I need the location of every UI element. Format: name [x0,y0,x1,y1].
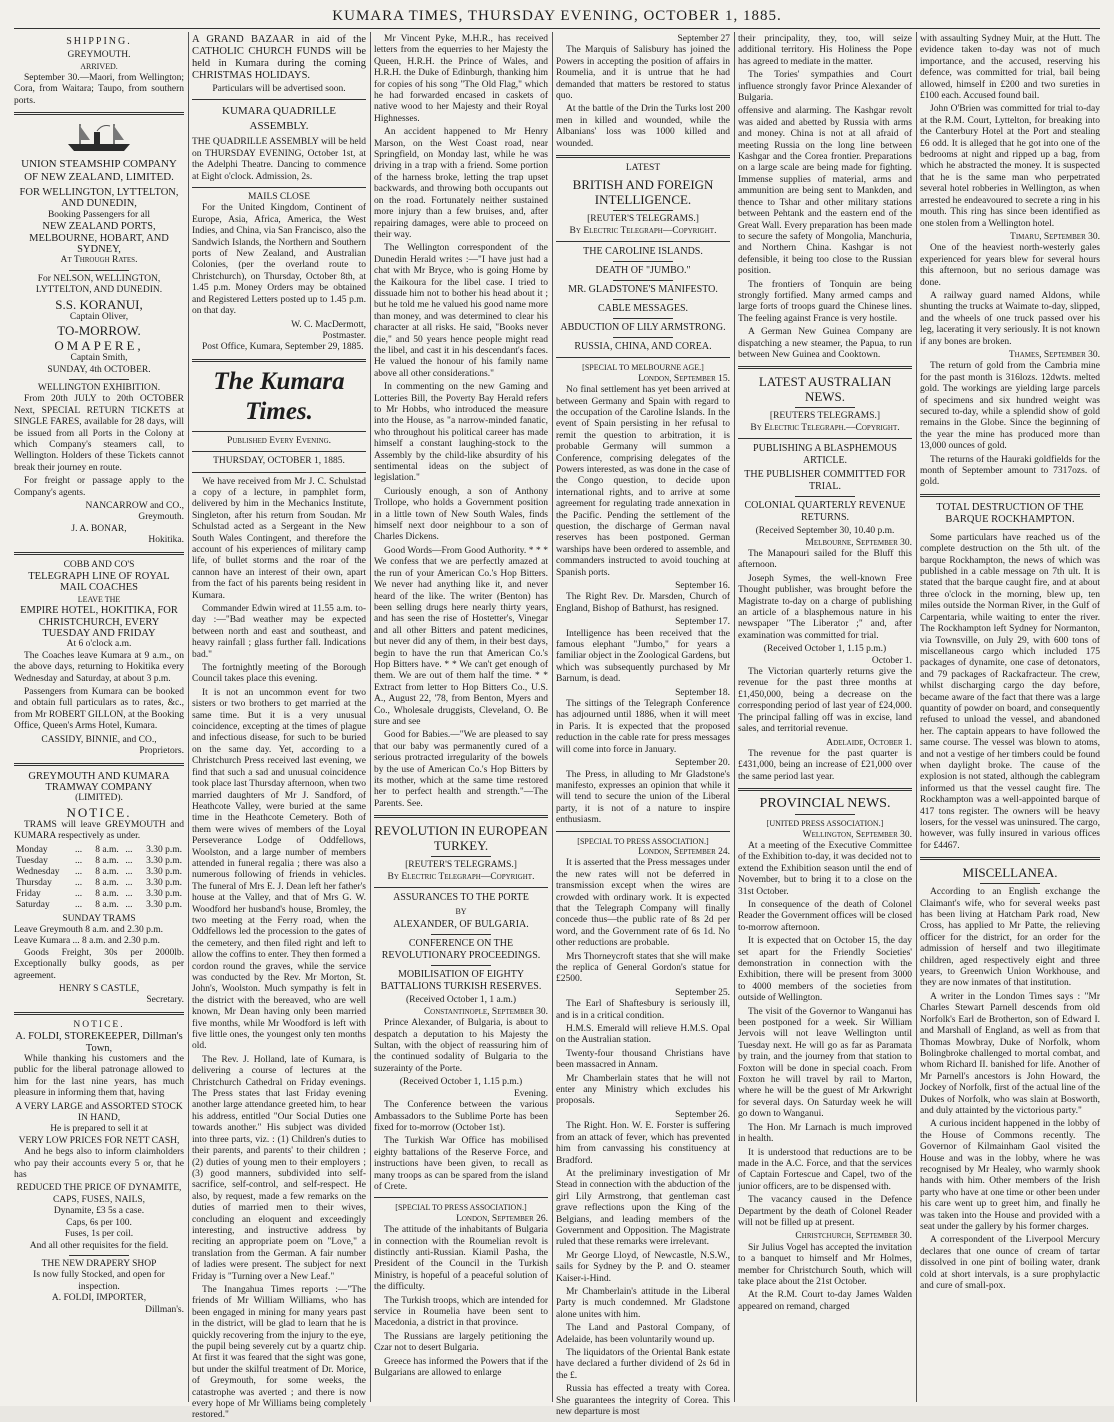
column-2 [192,34,366,1421]
article-paragraph: The frontiers of Tonquin are being strongly fortified. Many armed camps and large forts of troops guard the Chinese lines. The feeling against France is very hostile. [738,279,912,324]
article-paragraph: The Conference between the various Ambassadors to the Sublime Porte has been fixed for to-morrow (October 1st). [374,1100,548,1133]
usc-heading: UNION STEAMSHIP COMPANY OF NEW ZEALAND, LIMITED. [21,158,177,184]
sunday-times: Leave Kumara ... 8 a.m. and 2.30 p.m. [14,936,160,947]
drapery-text: Is now fully Stocked, and open for inspection. [33,1270,165,1292]
bonar-name: J. A. BONAR, [71,523,127,534]
foldi-requisites: And all other requisites for the field. [29,1240,169,1251]
divider [374,887,548,888]
revolution-subhead: ALEXANDER, OF BULGARIA. [393,919,529,931]
dateline: Evening. [513,1088,548,1099]
article-paragraph: The Land and Pastoral Company, of Adelaide, has been voluntarily wound up. [556,1323,730,1345]
dateline: Wellington, September 30. [802,829,912,840]
article-paragraph: Russia has effected a treaty with Corea. She guarantees the integrity of Corea. This new departure is most [556,1384,730,1418]
usc-booking: Booking Passengers for all [47,209,151,220]
divider [431,934,491,935]
column-rule [188,32,189,1402]
dateline: London, September 24. [638,846,730,857]
article-paragraph: The revenue for the past quarter is £431,000, being an increase of £21,000 over the same period last year. [738,748,912,782]
article-paragraph: The returns of the Hauraki goldfields for the month of September amount to 7317ozs. of gold. [920,454,1100,488]
column-3 [374,34,548,1398]
divider [69,270,129,271]
usc-ports: NEW ZEALAND PORTS, MELBOURNE, HOBART, AND SYDNEY, [29,221,169,256]
foldi-location: Dillman's. [145,1304,184,1315]
article-paragraph: It is expected that on October 15, the day set apart for the Friendly Societies' demonstration in connection with the Exhibition, there will be present from 3000 to 4000 members of the societies from outside of Wellington. [738,936,912,1004]
article-paragraph: The return of gold from the Cambria mine for the past month is 316lozs. 12dwts. melted gold. The workings are yielding large parcels of specimens and six hundred weight was secured to-day, while a splendid show of gold remains in the Globe. Since the beginning of the year the mine has produced more than 13,000 ounces of gold. [920,361,1100,452]
article-paragraph: A German New Guinea Company are dispatching a new steamer, the Papua, to run between New Guinea and Cooktown. [738,327,912,360]
usc-for: FOR WELLINGTON, LYTTELTON, AND DUNEDIN, [19,187,179,210]
quadrille-heading: KUMARA QUADRILLE ASSEMBLY. [222,105,336,133]
article-paragraph: The Marquis of Salisbury has joined the Powers in accepting the position of affairs in Roumelia, and it is untrue that he had demanded that matters be restored to status quo. [556,45,730,102]
masthead: KUMARA TIMES, THURSDAY EVENING, OCTOBER 1, 1885. [332,8,782,24]
special-label: [UNITED PRESS ASSOCIATION.] [766,819,884,829]
latest-australian-heading: LATEST AUSTRALIAN NEWS. [758,374,892,405]
bonar-location: Hokitika. [148,535,184,546]
reuter-label: [REUTER'S TELEGRAMS.] [405,860,517,871]
article-paragraph: The Press, in alluding to Mr Gladstone's manifesto, expresses an opinion that while it will tend to secure the union of the Liberal party, it is not of a nature to inspire enthusiasm. [556,769,730,826]
divider [192,359,366,362]
article-paragraph: An accident happened to Mr Henry Marson, on the West Coast road, near Springfield, on Monday last, while he was driving in a trap with a friend. Some portion of the harness broke, letting the trap upset backwards, and throwing both occupants out on the road. Fortunately neither sustained more injury than a few bruises, and, after repairing damages, were able to proceed on their way. [374,127,548,240]
article-paragraph: At the R.M. Court to-day James Walden appeared on remand, charged [738,1290,912,1312]
article-paragraph: Twenty-four thousand Christians have been massacred in Annam. [556,1048,730,1071]
tram-timetable-cell: Tuesday [16,855,48,866]
divider [374,1197,548,1198]
tram-timetable-cell: 3.30 p.m. [146,899,182,910]
cobb-text: Passengers from Kumara can be booked and obtain full particulars as to rates, &c., from Mr ROBERT GILLON, at the Booking Office, Queen's Arms Hotel, Kumara. [14,687,184,732]
foldi-sell: He is prepared to sell it at [50,1124,148,1135]
tram-timetable-cell: ... [125,877,133,888]
article-paragraph: It is understood that reductions are to be made in the A.C. Force, and that the services of Captain Fortescue and Capel, two of the junior officers, are to be dispensed with. [738,1147,912,1192]
tram-timetable-row [14,867,184,878]
news-subhead: MR. GLADSTONE'S MANIFESTO. [568,284,718,296]
article-paragraph: A writer in the London Times says : "Mr Charles Stewart Parnell descends from old Norfolk's Earl de Brotherton, son of Edward I. and Marshall of England, as well as from that Thomas Mowbray, Duke of Norfolk, whom Bolingbroke challenged to mortal combat, and whom Richard II. banished for life. Another of Mr Parnell's ancestors is John Howard, the Jockey of Norfolk, first of the actual line of the Dukes of Norfolk, who was slain at Bosworth, and duly attainted by the victorious party." [920,991,1100,1116]
dateline: October 1. [871,655,912,666]
tram-timetable-cell: ... [74,888,83,899]
article-paragraph: No final settlement has yet been arrived at between Germany and Spain with regard to the occupation of the Caroline Islands. In the event of Spain persisting in her refusal to remit the question to arbitration, it is probable Germany will summon a Conference, comprising delegates of the Powers interested, as was done in the case of the Congo question, to decide upon international rights, and to arrive at some agreement for regulating trade annexation in the Pacific. Pending the settlement of the question, the discharge of German naval reserves has been postponed. German warships have been ordered to assemble, and commanders instructed to avoid touching at Spanish ports. [556,385,730,578]
tram-timetable-cell: 3.30 p.m. [146,877,182,888]
tram-timetable-cell: Friday [16,888,41,899]
article-paragraph: Good for Babies.—"We are pleased to say that our baby was permanently cured of a serious protracted irregularity of the bowels by the use of American Co.'s Hop Bitters by its mother, which at the same time restored her to perfect health and strength."—The Parents. See. [374,730,548,809]
tram-timetable-cell: 3.30 p.m. [146,888,182,899]
article-paragraph: At a meeting of the Executive Committee of the Exhibition to-day, it was decided not to extend the Exhibition season until the end of November, but to bring it to a close on the 31st October. [738,840,912,897]
mails-office: Post Office, Kumara, September 29, 1885. [202,342,364,353]
news-subhead: PUBLISHING A BLASPHEMOUS ARTICLE. [753,443,897,467]
divider [556,357,730,358]
mails-text: For the United Kingdom, Continent of Europe, Asia, Africa, America, the West Indies, and China, via San Francisco, also the Sandwich Islands, the Northern and Southern ports of New Zealand, and Australian Colonies, (per the overland route to Christchurch), on Thursday, October 8th, at 1.45 p.m. Money Orders may be obtained and Registered Letters posted up to 1.45 p.m. on that day. [192,203,366,317]
article-paragraph: It is not an uncommon event for two sisters or two brothers to get married at the same time. But it is a very unusual coincidence, excepting at the times of plague and infectious disease, for such to be buried on the same day. Yet, according to a Christchurch Press received last evening, we find that such a sad and unusual coincidence took place last Thursday afternoon, when two married daughters of Mr J. Sandford, of Heathcote Valley, were buried at the same time in the Heathcote Cemetery. Both of them were wives of members of the Loyal Perseverance Lodge of Oddfellows, Woolston, and a large number of members attended in funeral regalia ; there was also a numerous following of friends in vehicles. The funeral of Mrs E. J. Dean left her father's house at the Valley, and that of Mrs G. W. Woodford her husband's house, Bromley, the two meeting at the Ferry road, when the Oddfellows led the procession to the gates of the cemetery, and then filed right and left to allow the coffins to enter. They then formed a cordon round the graves, while the service was conducted by the Rev. Mr Morton, St. John's, Woolston. Much sympathy is felt in the district with the bereaved, who are well known, Mr Dean having only been married five months, while Mr Woodford is left with five little ones, the youngest only ten months old. [192,687,366,1052]
column-5 [738,34,912,1398]
article-paragraph: The Victorian quarterly returns give the revenue for the past three months at £1,450,000, being a decrease on the corresponding period of last year of £24,000. The principal falling off was in excise, land sales, and territorial revenue. [738,667,912,735]
divider [738,438,912,439]
article-paragraph: A curious incident happened in the lobby of the House of Commons recently. The Governor of Kilmainham Gaol visited the House and was in the lobby, where he was recognised by Mr Healey, who warmly shook hands with him. Other members of the Irish party who have at one time or other been under his care went up to greet him, and finally he was taken into the House and provided with a seat under the gallery by his former charges. [920,1119,1100,1232]
goods-text: Goods Freight, 30s per 2000lb. Exceptionally bulky goods, as per agreement. [14,947,184,981]
tram-timetable-row [14,900,184,911]
tram-timetable-cell: 8 a.m. [95,866,119,877]
news-subhead: CABLE MESSAGES. [597,303,688,315]
masthead-rule [14,28,1100,29]
tram-timetable-cell: ... [74,844,83,855]
news-subhead: THE PUBLISHER COMMITTED FOR TRIAL. [744,469,906,493]
divider [14,763,184,766]
tram-timetable-cell: ... [125,866,133,877]
article-paragraph: The Manapouri sailed for the Bluff this afternoon. [738,549,912,571]
copyright-label: By Electric Telegraph—Copyright. [569,225,717,236]
column-rule [370,32,371,1402]
exhibition-heading: WELLINGTON EXHIBITION. [37,382,161,393]
tram-timetable-cell: ... [125,844,133,855]
divider [613,318,673,319]
divider [192,472,366,473]
article-paragraph: The Wellington correspondent of the Dunedin Herald writes :—"I have just had a chat with Mr Bryce, who is going Home by the Kaikoura for the libel case. I tried to dissuade him not to bother his head about it ; but he told me he valued his good name more than money, and was determined to clear his character at all risks. He said, "Books never die," and 50 years hence people might read the libel, and cast it in his descendant's faces. He valued the honour of his family name above all other considerations." [374,243,548,379]
freight-text: For freight or passage apply to the Company's agents. [14,476,184,498]
sunday-times: Leave Greymouth 8 a.m. and 2.30 p.m. [14,924,164,935]
bazaar-note: Particulars will be advertised soon. [212,84,346,94]
divider [431,965,491,966]
article-paragraph: It is asserted that the Press messages under the new rates will not be deferred in transmission except when the wires are crowded with ordinary work. It is expected that the Telegraph Company will finally concede thus—the public rate of 8s 2d per word, and the Government rate of 6s 1d. No other reductions are probable. [556,858,730,949]
article-paragraph: The attitude of the inhabitants of Bulgaria in connection with the Roumelian revolt is distinctly anti-Russian. Kiamil Pasha, the President of the Council in the Turkish Ministry, is hopeful of a peaceful solution of the difficulty. [374,1225,548,1293]
cobb-text: The Coaches leave Kumara at 9 a.m., on the above days, returning to Hokitika every Wednesday and Saturday, at about 3 p.m. [14,650,184,684]
dateline: September 17. [675,617,730,628]
quadrille-text: THE QUADRILLE ASSEMBLY will be held on THURSDAY EVENING, October 1st, at the Adelphi Theatre. Dancing to commence at Eight o'clock. Admission, 2s. [192,137,366,182]
tram-timetable-cell: ... [125,855,133,866]
article-paragraph: Curiously enough, a son of Anthony Trollope, who holds a Government position in a little town of New South Wales, finds himself next door neighbour to a son of Charles Dickens. [374,486,548,543]
copyright-label: By Electric Telegraph—Copyright. [387,871,535,882]
article-paragraph: The Tories' sympathies and Court influence strongly favor Prince Alexander of Bulgaria. [738,70,912,104]
divider [192,451,366,452]
dateline: September 26. [675,1109,730,1120]
sailing-day: TO-MORROW. [57,323,141,339]
article-paragraph: John O'Brien was committed for trial to-day at the R.M. Court, Lyttelton, for breaking into the Canterbury Hotel at the Port and stealing £6 odd. It is alleged that he got into one of the bedrooms at night and ripped up a bag, from which he abstracted the money. It is suspected that he is the same man who perpetrated several hotel robberies in Wellington, as when arrested he endeavoured to secrete a ring in his mouth. This ring has since been identified as one stolen from a Wellington hotel. [920,104,1100,229]
sailing-day: SUNDAY, 4th OCTOBER. [47,364,151,375]
cobb-time: At 6 o'clock a.m. [66,639,132,650]
tram-text: TRAMS will leave GREYMOUTH and KUMARA respectively as under. [14,819,184,842]
article-paragraph: A railway guard named Aldons, while shunting the trucks at Waimate to-day, slipped, and the wheels of one truck passed over his leg, lacerating it very seriously. It is not known if any bones are broken. [920,290,1100,347]
column-4 [556,34,730,1418]
foldi-heading: A. FOLDI, STOREKEEPER, Dillman's Town, [15,1031,183,1054]
agents-location: Greymouth. [138,512,184,523]
received-note: (Received September 30, 10.40 p.m. [755,526,895,537]
cobb-proprietors: Proprietors. [139,746,184,757]
column-rule [734,32,735,1402]
divider [795,496,855,497]
tram-timetable-cell: ... [125,888,133,899]
article-paragraph: Intelligence has been received that the famous elephant "Jumbo," for years a familiar object in the Zoological Gardens, but which was subsequently purchased by Mr Barnum, is dead. [556,628,730,685]
sunday-heading: SUNDAY TRAMS [62,913,136,924]
dateline: September 16. [675,581,730,591]
article-paragraph: Some particulars have reached us of the complete destruction on the 5th ult. of the barque Rockhampton, the news of which was published in a cable message on 7th ult. It is stated that the barque caught fire, and at about three o'clock in the morning, blew up, ten miles outside the Norman River, in the Gulf of Carpentaria, while waiting to enter the river. The Rockhampton left Sydney for Normanton, via Townsville, on July 29, with 600 tons of miscellaneous cargo which included 175 packages of dynamite, one case of detonators, and 79 packages of Rackafracteur. The crew, whilst discharging cargo the day before, became aware of the fact that there was a large quantity of powder on board, and consequently refused to unload the vessel, and abandoned her. The captain appears to have followed the same course. The vessel was blown to atoms, and not a vestige of her timbers could be found when daylight broke. The cause of the explosion is not stated, although the cablegram informed us that the vessel caught fire. The Rockhampton was a well-appointed barque of 417 tons register. The owners will be heavy losers, for the vessel was uninsured. The cargo, however, was fully insured in various offices for £4467. [920,532,1100,851]
news-subhead: THE CAROLINE ISLANDS. [583,246,703,258]
tram-timetable-cell: 8 a.m. [95,877,119,888]
tram-limited: (LIMITED). [75,793,123,804]
tram-timetable-cell: ... [74,866,83,877]
column-rule [552,32,553,1402]
cobb-signature: CASSIDY, BINNIE, and CO., [41,734,157,745]
tram-timetable-cell: ... [125,899,133,910]
foldi-notice: NOTICE. [73,1019,125,1030]
tram-timetable-row [14,889,184,900]
article-paragraph: The Turkish War Office has mobilised eighty battalions of the Reserve Force, and instructions have been given, to recall as many troops as can be spared from the island of Crete. [374,1136,548,1192]
tram-timetable-row [14,878,184,889]
divider [613,280,673,281]
divider [192,187,366,188]
article-paragraph: Prince Alexander, of Bulgaria, is about to despatch a deputation to his Majesty the Sultan, with the object of reassuring him of the continued sodality of Bulgaria to the suzerainty of the Porte. [374,1018,548,1074]
article-paragraph: At the battle of the Drin the Turks lost 200 men in killed and wounded, while the Albanians' loss was 1000 killed and wounded. [556,104,730,149]
tram-timetable-cell: Wednesday [16,866,60,877]
paper-title: The Kumara Times. [213,367,345,425]
article-paragraph: Greece has informed the Powers that if the Bulgarians are allowed to enlarge [374,1356,548,1379]
castle-role: Secretary. [146,995,184,1006]
article-paragraph: In commenting on the new Gaming and Lotteries Bill, the Poverty Bay Herald refers to Mr Hobbs, who introduced the measure into the House, as "a narrow-minded fanatic, who throughout his political career has made himself a constant laughing-stock to the Assembly by the child-like absurdity of his sentimental ideas on the subject of legislation." [374,382,548,484]
foldi-prices: VERY LOW PRICES FOR NETT CASH, [18,1135,180,1146]
dateline: September 20. [675,758,730,769]
steamship-icon [64,120,134,154]
foldi-reduced: REDUCED THE PRICE OF DYNAMITE, CAPS, FUSES, NAILS, [16,1183,182,1205]
divider [556,831,730,832]
news-subhead: RUSSIA, CHINA, AND COREA. [574,341,712,353]
column-1 [14,34,184,1398]
news-subhead: COLONIAL QUARTERLY REVENUE RETURNS. [744,500,906,524]
provincial-heading: PROVINCIAL NEWS. [759,796,891,812]
tram-timetable-cell: 3.30 p.m. [146,855,182,866]
article-paragraph: Good Words—From Good Authority. * * * We confess that we are perfectly amazed at the run of your American Co.'s Hop Bitters. We never had anything like it, and never heard of the like. The writer (Benton) has been selling drugs here nearly thirty years, and has seen the rise of Hostetter's, Vinegar and all other Bitters and patent medicines, but never did any of them, in their best days, begin to have the run that American Co.'s Hop Bitters have. * * We can't get enough of them. We are out of them half the time. * * Extract from letter to Hop Bitters Co., U.S. A., August 22, '78, from Benton, Myers and Co., Wholesale druggists, Cleveland, O. Be sure and see [374,545,548,727]
revolution-subhead: CONFERENCE ON THE REVOLUTIONARY PROCEEDINGS. [381,938,541,962]
dateline: September 18. [675,687,730,698]
divider [920,857,1100,860]
foldi-price-item: Caps, 6s per 100. [66,1217,132,1228]
article-paragraph: Mrs Thorneycroft states that she will make the replica of General Gordon's statue for £2500. [556,951,730,985]
tram-timetable-cell: 3.30 p.m. [146,866,182,877]
article-paragraph: The visit of the Governor to Wanganui has been postponed for a week. Sir William Jervois will not leave Wellington until Tuesday next. He will go as far as Paramata by train, and the journey from that station to Foxton will be done in special coach. From Foxton he will travel by rail to Marton, where he will be the guest of Mr Arkwright for several days. On Saturday week he will go down to Wanganui. [738,1006,912,1120]
received-note: (Received October 1, 1.15 p.m.) [399,1077,523,1088]
column-rule [916,32,917,1402]
castle-name: HENRY S CASTLE, [58,983,140,994]
reuter-label: [REUTER'S TELEGRAMS.] [587,214,699,225]
article-paragraph: Sir Julius Vogel has accepted the invitation to a banquet to himself and Mr Holmes, member for Christchurch South, which will take place about the 21st October. [738,1242,912,1287]
tram-timetable-row [14,845,184,856]
drapery-heading: THE NEW DRAPERY SHOP [41,1258,157,1269]
divider [980,529,1040,530]
usc-rates: At Through Rates. [60,255,138,266]
tram-timetable-cell: 8 a.m. [95,899,119,910]
article-paragraph: At the preliminary investigation of Mr Stead in connection with the abduction of the girl Lily Armstrong, that gentleman cast grave reflections upon the King of the Belgians, and leading members of the Government and Opposition. The Magistrate ruled that these remarks were irrelevant. [556,1168,730,1248]
divider [795,814,855,815]
divider [14,1012,184,1015]
article-paragraph: offensive and alarming. The Kashgar revolt was aided and abetted by Russia with arms and money. China is not at all afraid of meeting Russia on the long line between Kashgar and the Corea frontier. Preparations on a large scale are being made for fighting. Immense supplies of material, arms and ammunition are being sent to Mankden, and thence to Tshar and other military stations between Pehtank and the eastern end of the Great Wall. Every preparation has been made to secure the safety of Mongolia, Manchuria, and Northern China. Kashgar is not defensible, it being too close to the Russian position. [738,106,912,277]
ship-name: OMAPERE, [54,338,144,354]
shipping-heading: SHIPPING. [66,36,132,47]
divider [920,494,1100,497]
revolution-heading: REVOLUTION IN EUROPEAN TURKEY. [374,823,548,854]
article-paragraph: The Hon. Mr Larnach is much improved in health. [738,1122,912,1145]
article-paragraph: The vacancy caused in the Defence Department by the death of Colonel Reader will not be filled up at present. [738,1195,912,1228]
revolution-subhead: MOBILISATION OF EIGHTY BATTALIONS TURKISH RESERVES. [380,969,542,993]
article-paragraph: The Earl of Shaftesbury is seriously ill, and is in a critical condition. [556,999,730,1021]
latest-label: LATEST [625,163,661,174]
tram-timetable-cell: Thursday [16,877,52,888]
tram-timetable-cell: 8 a.m. [95,888,119,899]
dateline: Melbourne, September 30. [805,537,912,548]
article-paragraph: A correspondent of the Liverpool Mercury declares that one ounce of cream of tartar dissolved in one pint of boiling water, drank cold at short intervals, is a sure prophylactic and cure of small-pox. [920,1235,1100,1292]
divider [980,883,1040,884]
tram-timetable-cell: ... [74,899,83,910]
tram-timetable [14,845,184,911]
ship-name: S.S. KORANUI, [55,296,143,312]
article-paragraph: The Russians are largely petitioning the Czar not to desert Bulgaria. [374,1331,548,1354]
article-paragraph: One of the heaviest north-westerly gales experienced for years blew for several hours this afternoon, but no serious damage was done. [920,243,1100,288]
dateline: Adelaide, October 1. [826,737,912,748]
dateline: Thames, September 30. [1008,349,1100,360]
article-paragraph: H.M.S. Emerald will relieve H.M.S. Opal on the Australian station. [556,1024,730,1046]
agents-name: NANCARROW and CO., [85,500,184,511]
divider [613,210,673,211]
tram-timetable-cell: Monday [16,844,48,855]
miscellanea-heading: MISCELLANEA. [962,865,1058,881]
dateline: Timaru, September 30. [1010,231,1100,242]
divider [14,552,184,555]
foldi-text: While thanking his customers and the public for the liberal patronage allowed to him for the last nine years, has much pleasure in informing them that, having [14,1054,184,1099]
article-paragraph: their principality, they, too, will seize additional territory. His Holiness the Pope has agreed to mediate in the matter. [738,34,912,67]
published-note: Published Every Evening. [226,435,332,446]
article-paragraph: The Inangahua Times reports :—"The friends of Mr William Williams, who has been engaged in mining for many years past in the district, will be glad to learn that he is quickly recovering from the injury to the eye, the pupil being severely cut by a quartz chip. At first it was feared that the sight was gone, but under the skilful treatment of Dr. Morice, of Greymouth, for some weeks, the catastrophe was averted ; and there is now every hope of Mr Williams being completely restored." [192,1284,366,1421]
ship-captain: Captain Smith, [70,353,128,364]
special-label: [SPECIAL TO PRESS ASSOCIATION.] [395,1203,527,1213]
tram-timetable-cell: ... [74,877,83,888]
article-paragraph: The Turkish troops, which are intended for service in Roumelia have been sent to Macedonia, a district in that province. [374,1295,548,1329]
tram-timetable-cell: 3.30 p.m. [146,844,182,855]
divider [69,1255,129,1256]
tram-timetable-cell: 8 a.m. [95,844,119,855]
divider [556,241,730,242]
dateline: September 27 [677,34,730,44]
ship-captain: Captain Oliver, [69,311,129,322]
article-paragraph: In consequence of the death of Colonel Reader the Government offices will be closed to-morrow afternoon. [738,899,912,933]
cobb-subheading: TELEGRAPH LINE OF ROYAL MAIL COACHES [28,571,170,594]
foldi-price-item: Dynamite, £3 5s a case. [53,1206,145,1217]
cobb-leave: LEAVE THE [77,594,121,604]
article-paragraph: Mr Vincent Pyke, M.H.R., has received letters from the equerries to her Majesty the Queen, H.R.H. the Prince of Wales, and H.R.H. the Duke of Edinburgh, thanking him for copies of his song "The Old Flag," which he had forwarded encased in caskets of native wood to her Majesty and their Royal Highnesses. [374,34,548,124]
arrived-text: September 30.—Maori, from Wellington; Cora, from Waitara; Taupo, from southern ports. [14,72,184,106]
article-paragraph: The Right. Hon. W. E. Forster is suffering from an attack of fever, which has prevented him from canvassing his constituency at Bradford. [556,1121,730,1166]
cobb-heading: COBB AND CO'S [63,559,135,570]
mails-heading: MAILS CLOSE [247,192,311,203]
divider [613,299,673,300]
tram-timetable-cell: Saturday [16,899,50,910]
tram-timetable-cell: ... [74,855,83,866]
reuter-label: [REUTERS TELEGRAMS.] [769,411,881,422]
bfi-heading: BRITISH AND FOREIGN INTELLIGENCE. [572,177,714,208]
article-paragraph: Mr Chamberlain's attitude in the Liberal Party is much condemned. Mr Gladstone alone unites with him. [556,1286,730,1320]
news-subhead: ABDUCTION OF LILY ARMSTRONG. [560,322,726,334]
copyright-label: By Electric Telegraph.—Copyright. [750,422,900,433]
article-paragraph: The sittings of the Telegraph Conference has adjourned until 1886, when it will meet in Paris. It is expected that the proposed reduction in the cable rate for press messages will come into force in January. [556,699,730,755]
tram-timetable-cell: 8 a.m. [95,855,119,866]
dateline: Christchurch, September 30. [795,1231,912,1242]
divider [613,337,673,338]
special-label: [SPECIAL TO PRESS ASSOCIATION.] [577,836,709,846]
divider [556,155,730,158]
mails-signature: W. C. MacDermott, [291,319,366,330]
article-paragraph: The Rev. J. Holland, late of Kumara, is delivering a course of lectures at the Christchurch Cathedral on Friday evenings. The Press states that last Friday evening another large attendance greeted him, to hear his address, entitled "Our Social Duties one towards another." His subject was divided into three parts, viz. : (1) Children's duties to their parents, and parents' to their children ; (2) duties of young men to their employers ; (3) good manners, subdivided into self-sacrifice, self-control, and self-respect. He also, by request, made a few remarks on the duties of married men to their wives, concluding an eloquent and exceedingly interesting, and instructive address by reciting an appropriate poem on "Love," a translation from the German. A fair number of ladies were present. The subject for next Friday is "Turning over a New Leaf." [192,1054,366,1282]
usc-nelson: For NELSON, WELLINGTON, LYTTELTON, AND DUNEDIN. [35,273,163,296]
article-paragraph: Commander Edwin wired at 11.55 a.m. to-day :—"Bad weather may be expected between north and east and southeast, and heavy rainfall ; glass further fall. Indications bad." [192,604,366,660]
article-paragraph: Mr Chamberlain states that he will not enter any Ministry which excludes his proposals. [556,1073,730,1107]
exhibition-text: From 20th JULY to 20th OCTOBER Next, SPECIAL RETURN TICKETS at SINGLE FARES, available for 28 days, will be issued from all Ports in the Colony at which Company's steamers call, to Wellington. Holders of these Tickets cannot break their journey en route. [14,394,184,473]
tram-timetable-row [14,856,184,867]
divider [14,112,184,115]
divider [738,788,912,791]
article-paragraph: Joseph Symes, the well-known Free Thought publisher, was brought before the Magistrate to-day on a charge of publishing an article of a blasphemous nature in his newspaper "The Liberator ;" and, after examination was committed for trial. [738,573,912,641]
foldi-stock: A VERY LARGE and ASSORTED STOCK IN HAND, [15,1101,183,1124]
port-name: GREYMOUTH. [67,50,131,60]
foldi-signature: A. FOLDI, IMPORTER, [51,1293,147,1304]
bazaar-ad: A GRAND BAZAAR in aid of the CATHOLIC CHURCH FUNDS will be held in Kumara during the coming CHRISTMAS HOLIDAYS. [192,34,366,81]
divider [374,815,548,818]
divider [431,856,491,857]
divider [738,366,912,369]
article-paragraph: According to an English exchange the Claimant's wife, who for several weeks past has been living at Hatcham Park road, New Cross, has applied to Mr Patte, the relieving officer for the district, for an order for the admission of herself and two illegitimate children, aged respectively eight and three years, to Greenwich Union Workhouse, and they are now inmates of that institution. [920,887,1100,989]
revolution-subhead: ASSURANCES TO THE PORTE [393,892,529,904]
rockhampton-heading: TOTAL DESTRUCTION OF THE BARQUE ROCKHAMPTON. [936,501,1084,525]
divider [69,379,129,380]
divider [613,261,673,262]
divider [192,431,366,432]
revolution-by: BY [455,907,467,917]
paper-date: THURSDAY, OCTOBER 1, 1885. [213,456,345,467]
article-paragraph: Mr George Lloyd, of Newcastle, N.S.W., sails for Sydney by the P. and O. steamer Kaiser-i-Hind. [556,1250,730,1284]
divider [192,99,366,100]
article-paragraph: with assaulting Sydney Muir, at the Hutt. The evidence taken to-day was not of much importance, and the accused, reserving his defence, was committed for trial, bail being allowed, himself in £200 and two sureties in £100 each. Accused found bail. [920,34,1100,102]
foldi-price-item: Fuses, 1s per coil. [64,1229,134,1240]
cobb-hotel: EMPIRE HOTEL, HOKITIKA, FOR CHRISTCHURCH, EVERY TUESDAY AND FRIDAY [20,605,178,640]
article-paragraph: The Right Rev. Dr. Marsden, Church of England, Bishop of Bathurst, has resigned. [556,592,730,614]
dateline: London, September 15. [638,373,730,384]
dateline: September 25. [675,987,730,998]
article-paragraph: We have received from Mr J. C. Schulstad a copy of a lecture, in pamphlet form, delivered by him in the Mechanics Institute, Singleton, after his return from Soudan. Mr Schulstad acted as a Sergeant in the New South Wales Contingent, and therefore the account of his experiences of military camp life, of bullet storms and the roar of the cannon have an interest of their own, apart from the fact of his parents being resident in Kumara. [192,476,366,601]
news-subhead: DEATH OF "JUMBO." [595,265,691,277]
special-label: [SPECIAL TO MELBOURNE AGE.] [582,363,704,373]
arrived-label: ARRIVED. [80,62,118,72]
dateline: London, September 26. [456,1213,548,1224]
foldi-inform: And he begs also to inform claimholders who pay their accounts every 5 or, that he has [14,1147,184,1181]
received-note: (Received October 1, 1.15 p.m.) [763,644,887,655]
article-paragraph: The fortnightly meeting of the Borough Council takes place this evening. [192,663,366,685]
divider [795,407,855,408]
column-6 [920,34,1100,1398]
dateline: Constantinople, September 30. [423,1006,548,1017]
mails-role: Postmaster. [322,330,366,341]
tram-heading: GREYMOUTH AND KUMARA TRAMWAY COMPANY [28,770,170,793]
article-paragraph: The liquidators of the Oriental Bank estate have declared a further dividend of 2s 6d in the £. [556,1348,730,1381]
tram-notice: NOTICE. [66,804,132,820]
received-note: (Received October 1, 1 a.m.) [406,995,516,1006]
